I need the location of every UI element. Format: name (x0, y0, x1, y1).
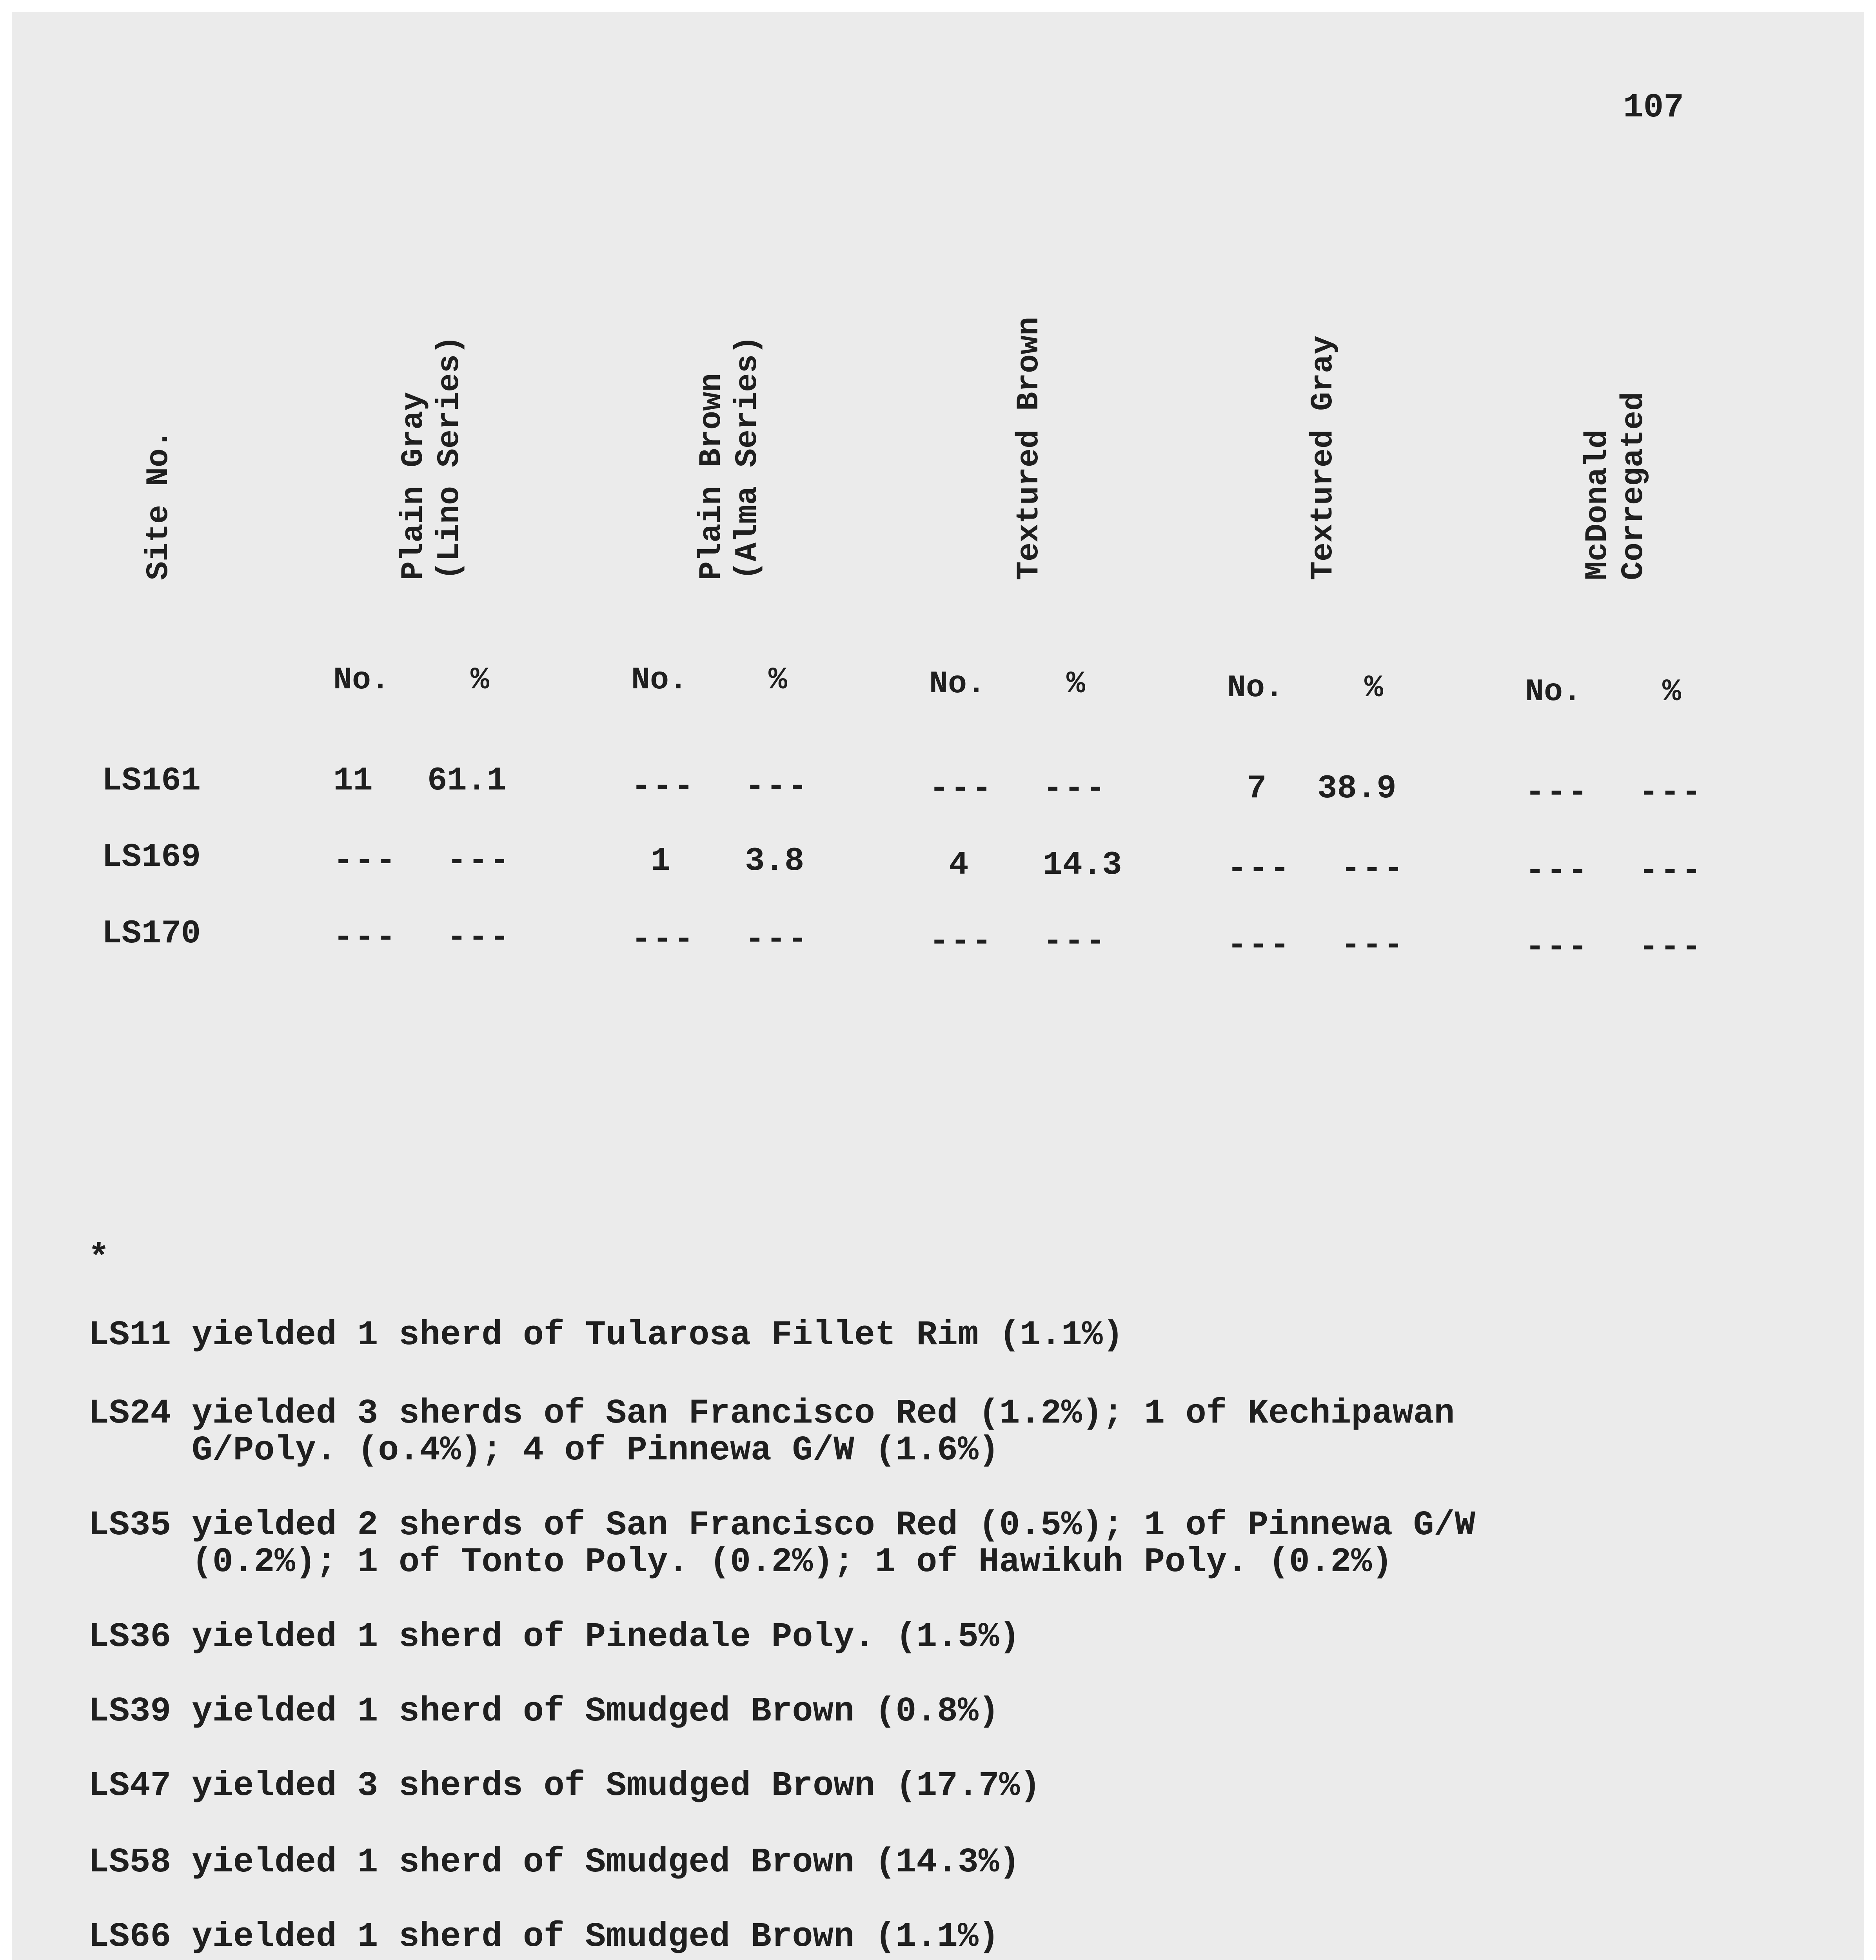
note-ls36: LS36 yielded 1 sherd of Pinedale Poly. (1.5%) (88, 1618, 1020, 1657)
note-ls39: LS39 yielded 1 sherd of Smudged Brown (0.8%) (88, 1692, 999, 1731)
plain-brown-no-label: No. (631, 662, 688, 698)
site-cell: LS170 (102, 915, 201, 953)
plain-brown-pct-label: % (768, 662, 788, 698)
table-cell: --- (1227, 851, 1291, 888)
table-cell: 11 (333, 762, 373, 800)
table-cell: --- (1639, 774, 1703, 811)
table-cell: --- (745, 921, 809, 958)
textured-brown-pct-label: % (1066, 666, 1086, 702)
table-cell: --- (1525, 929, 1589, 966)
page-number: 107 (1623, 88, 1684, 127)
table-cell: 7 (1247, 770, 1267, 808)
textured-brown-no-label: No. (929, 666, 986, 702)
textured-brown-header: Textured Brown (1012, 316, 1047, 580)
textured-gray-header: Textured Gray (1306, 335, 1341, 580)
footnote-marker: * (88, 1239, 110, 1279)
plain-brown-header: Plain Brown (Alma Series) (694, 335, 766, 580)
table-cell: --- (1043, 923, 1107, 960)
mcdonald-corregated-header: McDonald Corregated (1580, 392, 1652, 580)
table-cell: --- (1639, 929, 1703, 966)
note-ls24: LS24 yielded 3 sherds of San Francisco Red (1.2%); 1 of Kechipawan G/Poly. (o.4%); 4 of Pinnewa G/W (1.6%) (88, 1394, 1455, 1470)
table-cell: --- (447, 843, 511, 880)
table-cell: --- (631, 921, 696, 958)
table-cell: 4 (949, 847, 969, 884)
table-cell: 3.8 (745, 843, 805, 880)
table-cell: --- (333, 919, 398, 956)
mcdonald-pct-label: % (1662, 674, 1682, 710)
site-no-header: Site No. (141, 429, 177, 580)
table-cell: --- (1043, 770, 1107, 808)
plain-gray-header: Plain Gray (Lino Series) (396, 335, 468, 580)
document-page (12, 12, 1864, 1960)
table-cell: --- (1639, 853, 1703, 890)
table-cell: --- (1341, 851, 1405, 888)
table-cell: --- (447, 919, 511, 956)
table-cell: --- (333, 843, 398, 880)
table-cell: --- (1525, 853, 1589, 890)
table-cell: --- (1525, 774, 1589, 811)
table-cell: --- (1341, 927, 1405, 964)
plain-gray-no-label: No. (333, 662, 390, 698)
note-ls35: LS35 yielded 2 sherds of San Francisco Red (0.5%); 1 of Pinnewa G/W (0.2%); 1 of Tonto Poly. (0.2%); 1 of Hawikuh Poly. (0.2%) (88, 1506, 1476, 1582)
note-ls47: LS47 yielded 3 sherds of Smudged Brown (17.7%) (88, 1767, 1041, 1806)
textured-gray-pct-label: % (1364, 670, 1384, 706)
table-cell: --- (631, 768, 696, 806)
table-cell: --- (745, 768, 809, 806)
table-cell: 38.9 (1317, 770, 1397, 808)
note-ls58: LS58 yielded 1 sherd of Smudged Brown (14.3%) (88, 1843, 1020, 1882)
table-cell: --- (929, 923, 993, 960)
mcdonald-no-label: No. (1525, 674, 1582, 710)
table-cell: 61.1 (427, 762, 507, 800)
note-ls11: LS11 yielded 1 sherd of Tularosa Fillet Rim (1.1%) (88, 1316, 1124, 1355)
table-cell: --- (929, 770, 993, 808)
note-ls66: LS66 yielded 1 sherd of Smudged Brown (1.1%) (88, 1918, 999, 1956)
textured-gray-no-label: No. (1227, 670, 1284, 706)
site-cell: LS161 (102, 762, 201, 800)
table-cell: --- (1227, 927, 1291, 964)
site-cell: LS169 (102, 839, 201, 876)
table-cell: 1 (651, 843, 671, 880)
plain-gray-pct-label: % (470, 662, 490, 698)
table-cell: 14.3 (1043, 847, 1122, 884)
